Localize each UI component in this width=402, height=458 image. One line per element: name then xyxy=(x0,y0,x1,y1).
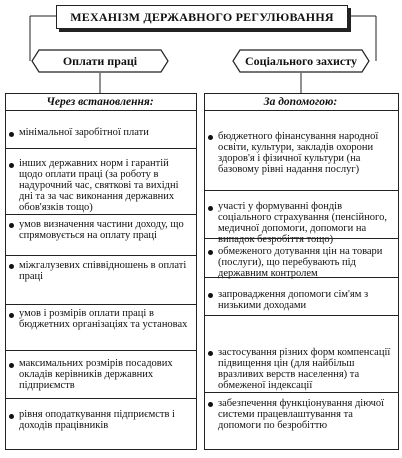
divider xyxy=(5,304,197,305)
divider xyxy=(204,238,399,239)
divider xyxy=(5,350,197,351)
left-category-box xyxy=(31,49,169,73)
divider xyxy=(204,392,399,393)
bullet xyxy=(9,363,14,368)
list-item: забезпечення функціонування діючої системи працевлаштування та допомоги по безробіттю xyxy=(218,398,385,431)
bullet xyxy=(9,414,14,419)
bullet xyxy=(9,313,14,318)
bullet xyxy=(208,351,213,356)
right-subheading: За допомогою: xyxy=(263,96,338,108)
bullet xyxy=(208,402,213,407)
list-item: максимальних розмірів посадових окладів керівників державних підприємств xyxy=(19,358,173,391)
bullet xyxy=(9,223,14,228)
divider xyxy=(204,315,399,316)
bullet xyxy=(9,264,14,269)
list-item: застосування різних форм компенсації підвищення цін (для найбільш вразливих верств населення) та обмеженої індексації xyxy=(218,347,391,391)
left-category-label: Оплати праці xyxy=(62,54,138,68)
list-item: участі у формуванні фондів соціального страхування (пенсійного, медичної допомоги, допомоги на випадок безробіття тощо) xyxy=(218,201,387,245)
list-item: умов і розмірів оплати праці в бюджетних організаціях та установах xyxy=(19,308,188,330)
list-item: мінімальної заробітної плати xyxy=(19,127,149,138)
bullet xyxy=(208,250,213,255)
bullet xyxy=(208,135,213,140)
left-subheading: Через встановлення: xyxy=(46,96,154,108)
bullet xyxy=(9,132,14,137)
list-item: міжгалузевих співвідношень в оплаті праці xyxy=(19,260,187,282)
bullet xyxy=(9,163,14,168)
divider xyxy=(5,398,197,399)
list-item: інших державних норм і гарантій щодо оплати праці (за роботу в надурочний час, святкові та вихідні дні та за час виконання державних обов'язків тощо) xyxy=(19,158,179,213)
diagram-title: МЕХАНІЗМ ДЕРЖАВНОГО РЕГУЛЮВАННЯ xyxy=(56,5,348,29)
list-item: бюджетного фінансування народної освіти, культури, закладів охорони здоров'я і фізичної культури (на базовому рівні надання послуг) xyxy=(218,131,379,175)
bullet xyxy=(208,293,213,298)
divider xyxy=(5,214,197,215)
divider xyxy=(5,255,197,256)
bullet xyxy=(208,206,213,211)
list-item: обмеженого дотування цін на товари (послуги), що перебувають під державним контролем xyxy=(218,246,383,279)
list-item: рівня оподаткування підприємств і доходів працівників xyxy=(19,409,175,431)
list-item: умов визначення частини доходу, що спрямовується на оплату праці xyxy=(19,219,184,241)
divider xyxy=(5,110,197,111)
list-item: запровадження допомоги сім'ям з низькими доходами xyxy=(218,289,369,311)
right-category-box xyxy=(232,49,370,73)
divider xyxy=(204,110,399,111)
divider xyxy=(5,148,197,149)
divider xyxy=(204,190,399,191)
right-category-label: Соціального захисту xyxy=(245,54,357,68)
divider xyxy=(204,277,399,278)
